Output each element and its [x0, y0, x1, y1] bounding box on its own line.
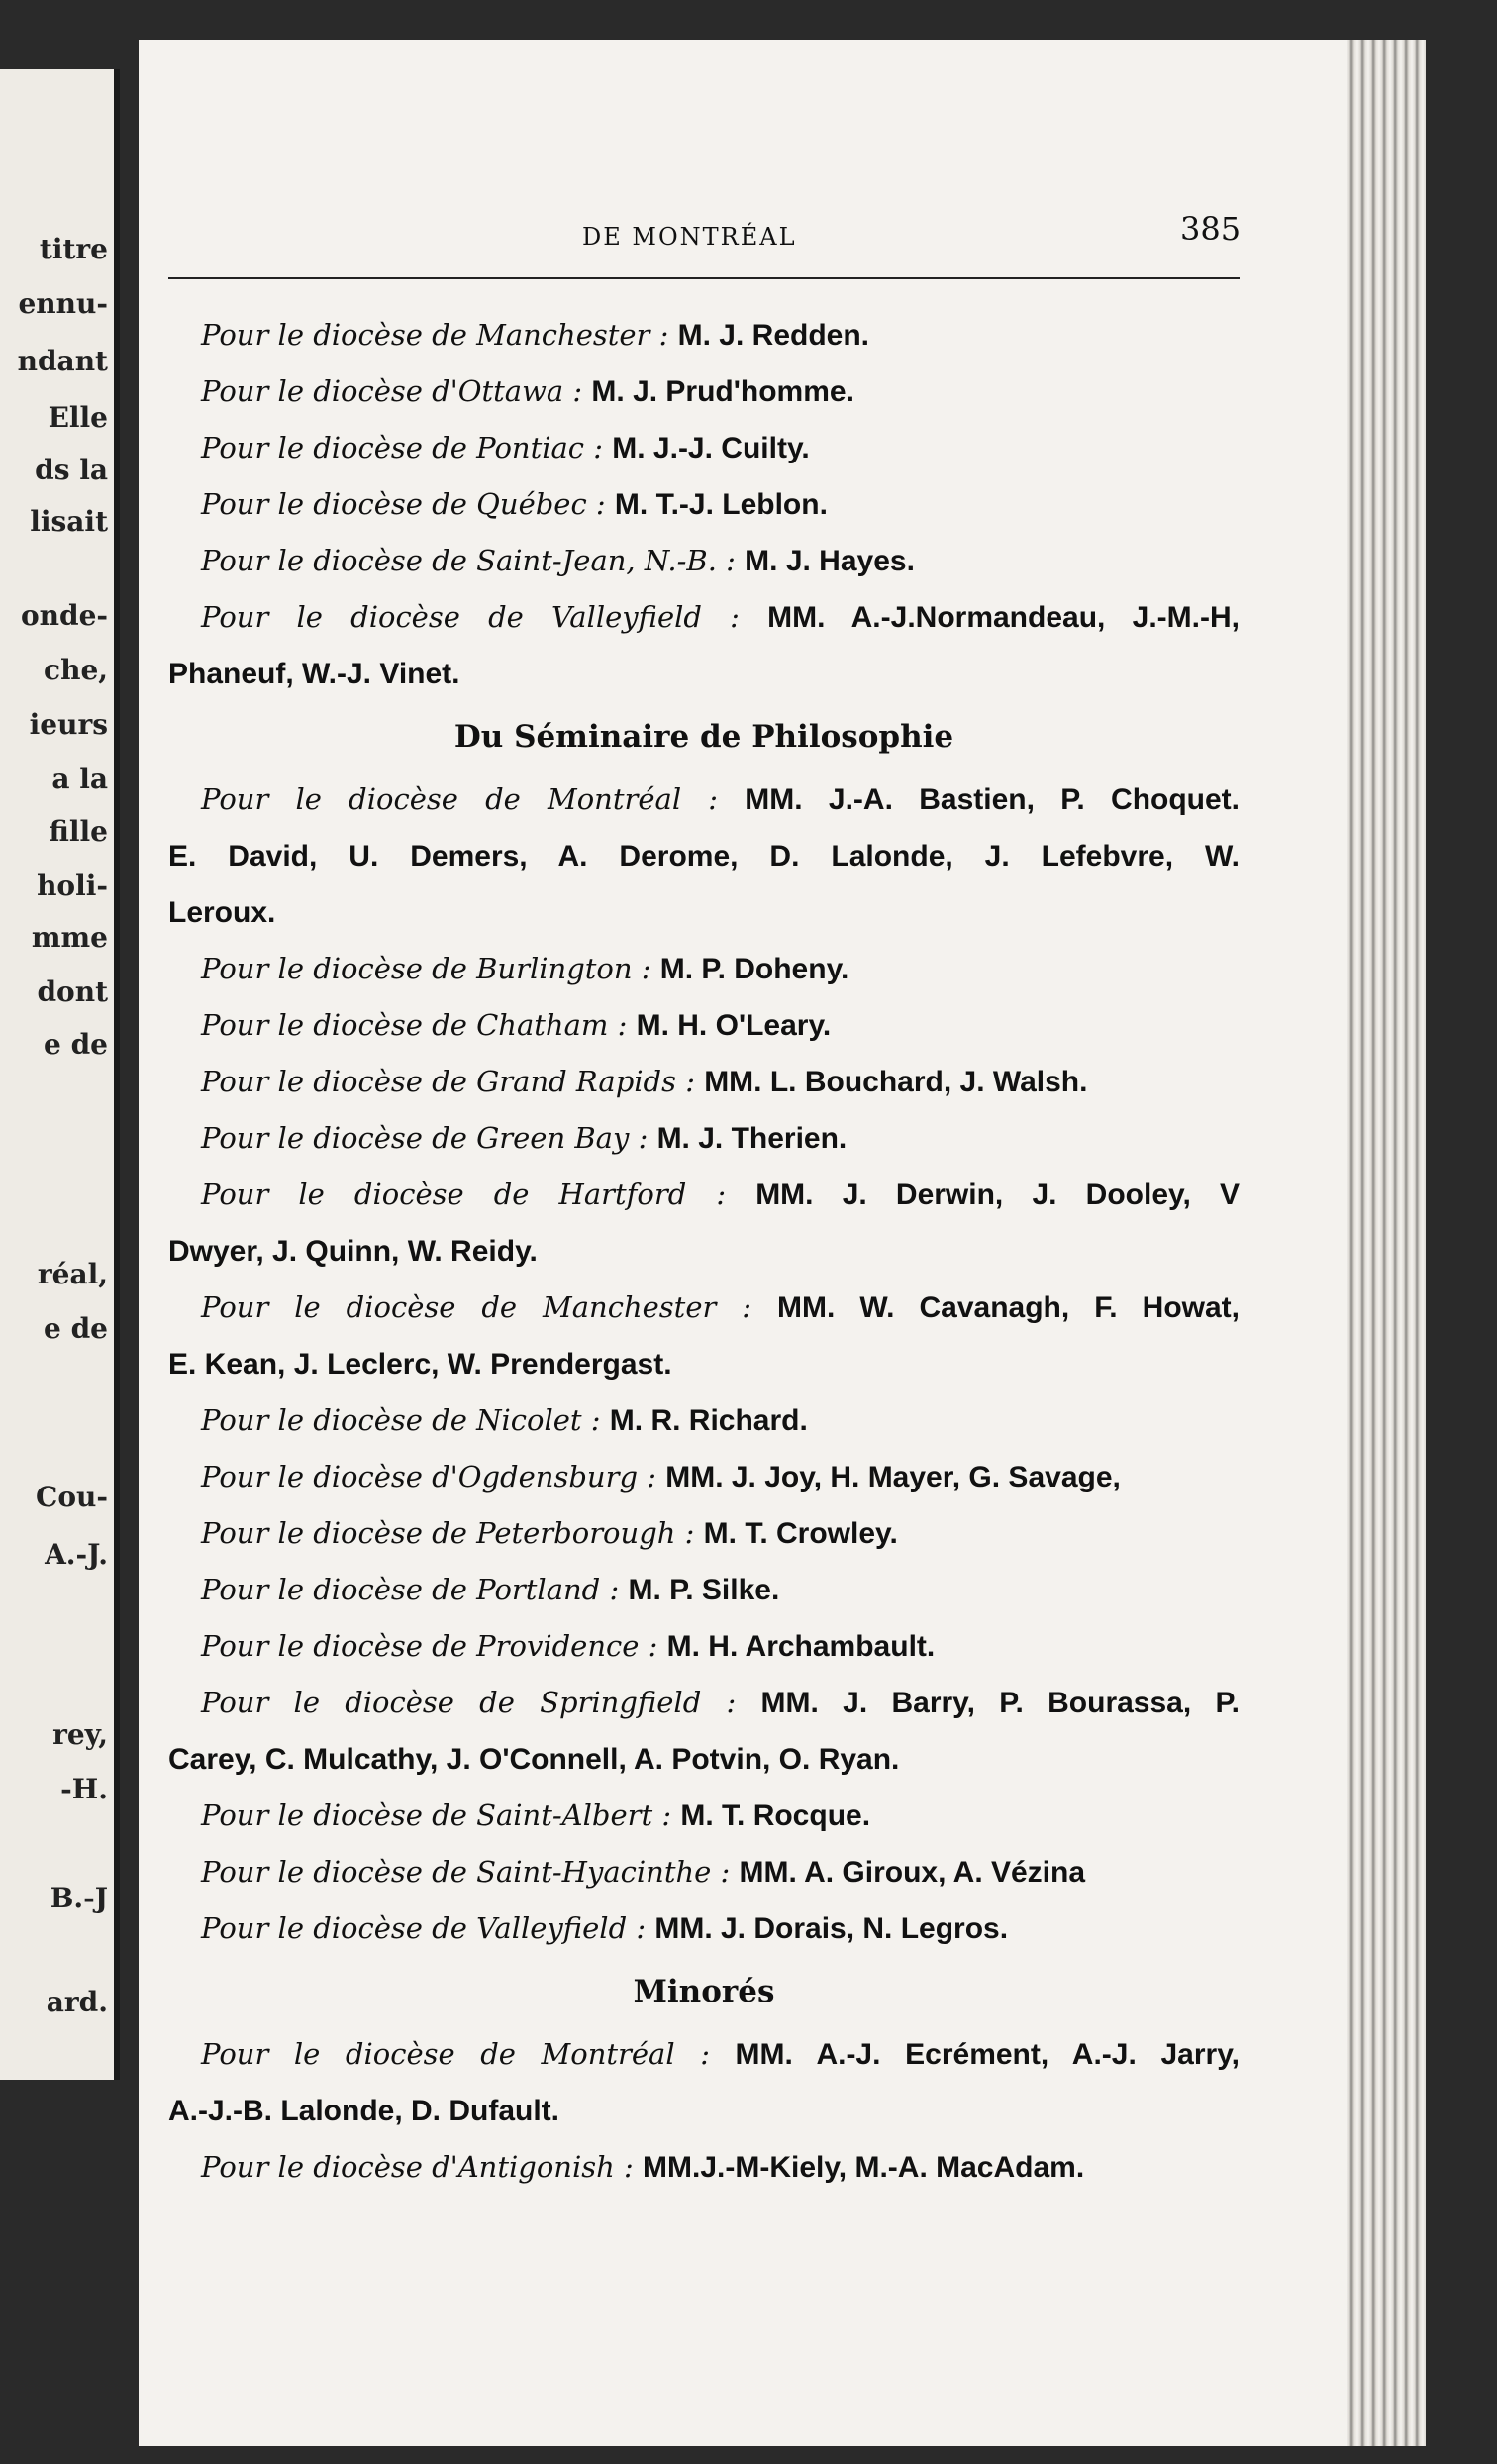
section-heading-philosophie: Du Séminaire de Philosophie [453, 719, 954, 755]
ordinand-names: M. J. Hayes. [745, 545, 915, 577]
facing-page-text: rey, [52, 1718, 108, 1751]
diocese-label: Pour le diocèse de Hartford : [201, 1178, 727, 1211]
header-rule [168, 277, 1240, 279]
diocese-entry [168, 2026, 1240, 2083]
diocese-entry [168, 533, 1240, 589]
diocese-entry [168, 997, 1240, 1054]
diocese-label: Pour le diocèse de Green Bay : [201, 1121, 649, 1155]
diocese-label: Pour le diocèse de Portland : [201, 1573, 620, 1606]
ordinand-names: M. R. Richard. [609, 1404, 808, 1437]
continuation-line [168, 1223, 1240, 1280]
diocese-entry [168, 307, 1240, 363]
ordinand-names: M. H. Archambault. [666, 1630, 936, 1663]
book-page [139, 40, 1426, 2446]
diocese-label: Pour le diocèse de Montréal : [201, 2037, 710, 2071]
continuation-line [168, 1336, 1240, 1392]
facing-page-text: B.-J [50, 1882, 108, 1914]
facing-page-fragment [0, 69, 120, 2080]
running-head: DE MONTRÉAL [582, 223, 797, 251]
diocese-entry [168, 1280, 1240, 1336]
diocese-entry [168, 589, 1240, 646]
facing-page-text: ard. [46, 1986, 108, 2018]
page-content [168, 307, 1240, 2196]
diocese-entry [168, 941, 1240, 997]
diocese-entry [168, 1618, 1240, 1675]
section-heading-minores: Minorés [633, 1974, 775, 2009]
diocese-label: Pour le diocèse de Valleyfield : [201, 600, 740, 634]
ordinand-names-continued: Carey, C. Mulcathy, J. O'Connell, A. Potvin, O. Ryan. [168, 1743, 900, 1776]
ordinand-names: MM. J.-A. Bastien, P. Choquet. [745, 783, 1241, 816]
diocese-entry [168, 771, 1240, 828]
diocese-entry [168, 1054, 1240, 1110]
facing-page-text: a la [51, 763, 108, 795]
diocese-label: Pour le diocèse de Providence : [201, 1629, 658, 1663]
ordinand-names: MM. J. Joy, H. Mayer, G. Savage, [665, 1461, 1121, 1493]
facing-page-text: ennu- [18, 287, 108, 320]
ordinand-names: M. T. Rocque. [680, 1799, 871, 1832]
ordinand-names: M. J. Prud'homme. [591, 375, 854, 408]
continuation-line [168, 2083, 1240, 2139]
ordinand-names: M. P. Silke. [628, 1574, 780, 1606]
diocese-entry [168, 2139, 1240, 2196]
facing-page-text: mme [31, 921, 108, 954]
diocese-entry [168, 1505, 1240, 1562]
page-edge-shadow [1347, 40, 1426, 2446]
diocese-entry [168, 1110, 1240, 1167]
ordinand-names: MM. J. Derwin, J. Dooley, V [755, 1179, 1240, 1211]
continuation-line [168, 1731, 1240, 1788]
facing-page-text: e de [44, 1312, 108, 1345]
ordinand-names: MM. J. Barry, P. Bourassa, P. [760, 1687, 1240, 1719]
ordinand-names: MM. A. Giroux, A. Vézina [739, 1856, 1086, 1889]
facing-page-text: fille [49, 815, 108, 848]
diocese-label: Pour le diocèse de Manchester : [201, 318, 669, 352]
diocese-label: Pour le diocèse de Springfield : [201, 1686, 737, 1719]
diocese-entry [168, 1562, 1240, 1618]
facing-page-text: onde- [20, 599, 108, 632]
diocese-label: Pour le diocèse de Burlington : [201, 952, 651, 985]
facing-page-text: holi- [37, 870, 108, 902]
facing-page-text: Elle [48, 401, 108, 434]
ordinand-names: M. T. Crowley. [703, 1517, 898, 1550]
ordinand-names: MM. A.-J.Normandeau, J.-M.-H, [767, 601, 1240, 634]
ordinand-names: MM. A.-J. Ecrément, A.-J. Jarry, [735, 2038, 1240, 2071]
facing-page-text: réal, [37, 1258, 108, 1290]
facing-page-text: ndant [17, 345, 108, 377]
facing-page-text: ds la [35, 454, 108, 486]
diocese-entry [168, 363, 1240, 420]
diocese-label: Pour le diocèse d'Ogdensburg : [201, 1460, 656, 1493]
facing-page-text: A.-J. [45, 1538, 108, 1571]
ordinand-names: M. H. O'Leary. [636, 1009, 832, 1042]
diocese-entry [168, 1900, 1240, 1957]
ordinand-names: M. T.-J. Leblon. [614, 488, 828, 521]
ordinand-names-continued: Leroux. [168, 896, 276, 929]
ordinand-names-continued: Phaneuf, W.-J. Vinet. [168, 658, 460, 690]
facing-page-text: e de [44, 1028, 108, 1061]
diocese-label: Pour le diocèse de Pontiac : [201, 431, 604, 464]
ordinand-names-continued: E. David, U. Demers, A. Derome, D. Lalonde, J. Lefebvre, W. [168, 840, 1240, 873]
ordinand-names: MM. L. Bouchard, J. Walsh. [704, 1066, 1088, 1098]
diocese-entry [168, 1675, 1240, 1731]
diocese-entry [168, 420, 1240, 476]
diocese-entry [168, 1167, 1240, 1223]
ordinand-names: M. J. Therien. [656, 1122, 848, 1155]
page-number: 385 [1180, 210, 1242, 248]
continuation-line [168, 646, 1240, 702]
ordinand-names-continued: A.-J.-B. Lalonde, D. Dufault. [168, 2095, 559, 2127]
facing-page-text: dont [37, 975, 108, 1008]
ordinand-names: M. J.-J. Cuilty. [612, 432, 810, 464]
ordinand-names: MM.J.-M-Kiely, M.-A. MacAdam. [643, 2151, 1085, 2184]
diocese-label: Pour le diocèse de Peterborough : [201, 1516, 695, 1550]
ordinand-names: MM. W. Cavanagh, F. Howat, [777, 1291, 1240, 1324]
diocese-entry [168, 1392, 1240, 1449]
diocese-label: Pour le diocèse de Montréal : [201, 782, 719, 816]
ordinand-names: M. J. Redden. [677, 319, 869, 352]
diocese-label: Pour le diocèse de Saint-Jean, N.-B. : [201, 544, 736, 577]
continuation-line [168, 828, 1240, 884]
diocese-label: Pour le diocèse de Nicolet : [201, 1403, 601, 1437]
diocese-label: Pour le diocèse de Saint-Albert : [201, 1798, 672, 1832]
diocese-label: Pour le diocèse d'Ottawa : [201, 374, 583, 408]
ordinand-names: MM. J. Dorais, N. Legros. [654, 1912, 1009, 1945]
diocese-entry [168, 476, 1240, 533]
diocese-label: Pour le diocèse d'Antigonish : [201, 2150, 634, 2184]
diocese-label: Pour le diocèse de Saint-Hyacinthe : [201, 1855, 731, 1889]
facing-page-text: che, [44, 654, 108, 686]
ordinand-names-continued: E. Kean, J. Leclerc, W. Prendergast. [168, 1348, 672, 1381]
diocese-entry [168, 1844, 1240, 1900]
facing-page-text: titre [39, 233, 108, 265]
diocese-entry [168, 1788, 1240, 1844]
diocese-label: Pour le diocèse de Grand Rapids : [201, 1065, 695, 1098]
facing-page-text: Cou- [36, 1481, 108, 1513]
ordinand-names: M. P. Doheny. [659, 953, 849, 985]
facing-page-text: ieurs [29, 708, 108, 741]
continuation-line [168, 884, 1240, 941]
diocese-label: Pour le diocèse de Valleyfield : [201, 1911, 647, 1945]
diocese-entry [168, 1449, 1240, 1505]
diocese-label: Pour le diocèse de Québec : [201, 487, 606, 521]
ordinand-names-continued: Dwyer, J. Quinn, W. Reidy. [168, 1235, 538, 1268]
diocese-label: Pour le diocèse de Manchester : [201, 1290, 752, 1324]
facing-page-text: -H. [60, 1773, 108, 1805]
diocese-label: Pour le diocèse de Chatham : [201, 1008, 628, 1042]
facing-page-text: lisait [30, 505, 108, 538]
